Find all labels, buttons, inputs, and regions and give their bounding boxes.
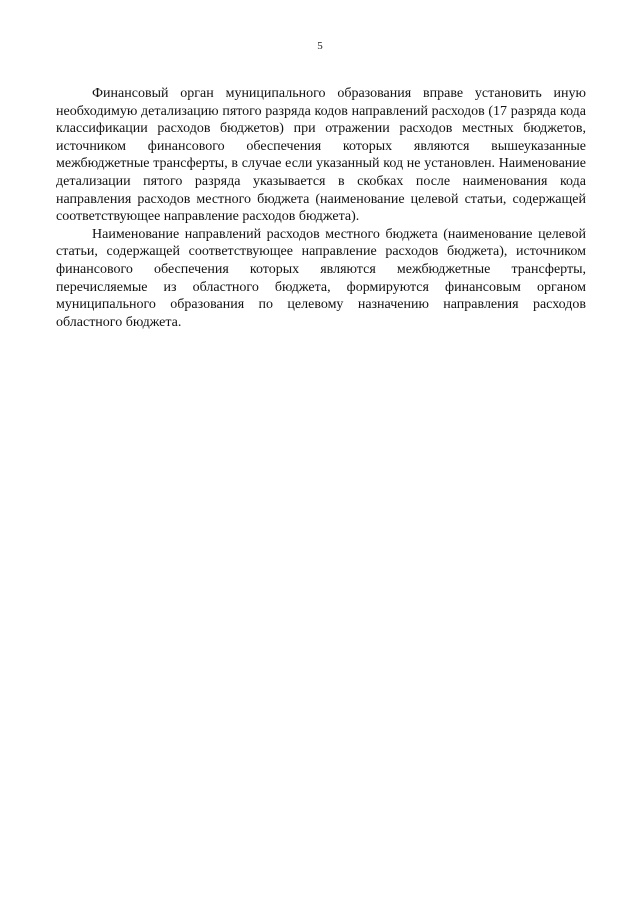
paragraph-detailing-codes: Финансовый орган муниципального образования вправе установить иную необходимую детализацию пятого разряда кодов направлений расходов (17 разряда кода классификации расходов бюджетов) при отражении расходов местных бюджетов, источником финансового обеспечения которых являются вышеуказанные межбюджетные трансферты, в случае если указанный код не установлен. Наименование детализации пятого разряда указывается в скобках после наименования кода направления расходов местного бюджета (наименование целевой статьи, содержащей соответствующее направление расходов бюджета). [56,86,586,225]
document-body [56,85,586,331]
paragraph-expense-directions: Наименование направлений расходов местного бюджета (наименование целевой статьи, содержащей соответствующее направление расходов бюджета), источником финансового обеспечения которых являются межбюджетные трансферты, перечисляемые из областного бюджета, формируются финансовым органом муниципального образования по целевому назначению направления расходов областного бюджета. [56,226,586,330]
page-number: 5 [317,40,323,52]
